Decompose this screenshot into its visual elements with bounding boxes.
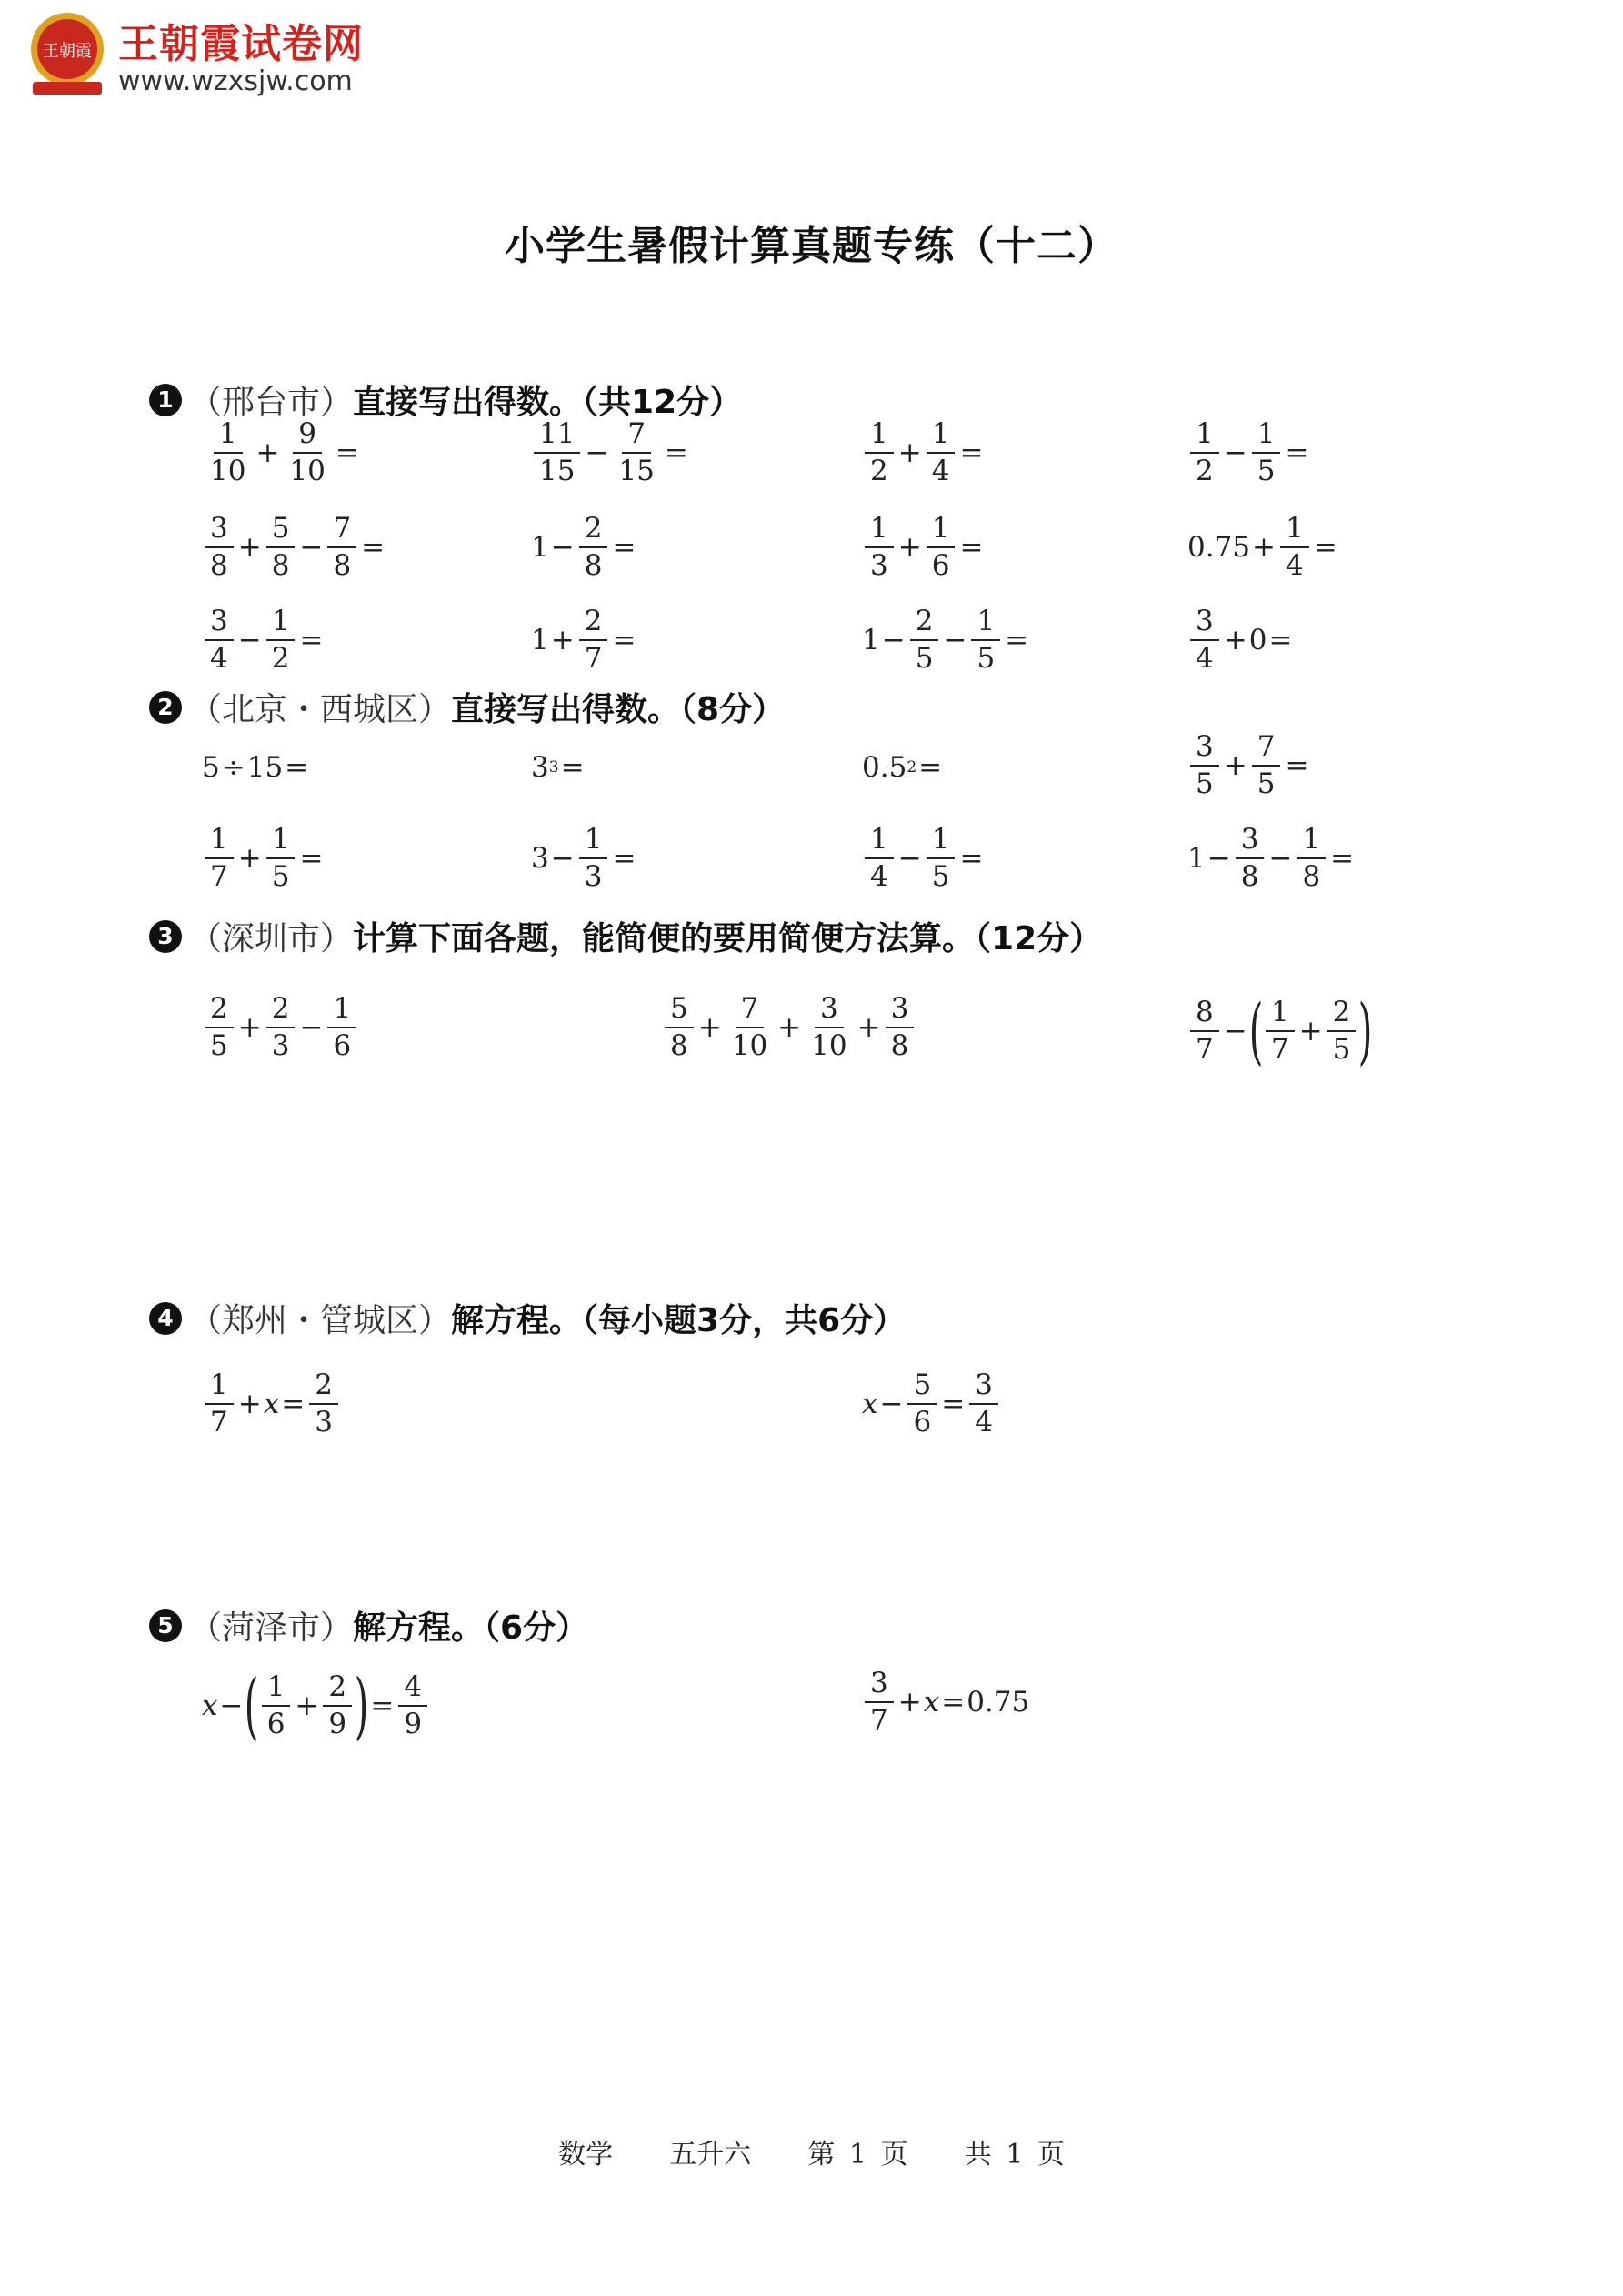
section-source: （菏泽市） bbox=[189, 1609, 354, 1647]
fraction: $\frac{11}{15}$ bbox=[534, 420, 580, 486]
problem-2-4: $\frac{3}{5}$ + $\frac{7}{5}$ = bbox=[1187, 733, 1310, 798]
fraction: $\frac{1}{2}$ bbox=[1190, 420, 1219, 486]
fraction: $\frac{2}{3}$ bbox=[309, 1371, 338, 1437]
svg-text:王朝霞: 王朝霞 bbox=[43, 42, 92, 61]
section-number: 1 bbox=[149, 384, 182, 416]
problem-3-1: $\frac{2}{5}$ + $\frac{2}{3}$ − $\frac{1}{6}$ bbox=[202, 995, 359, 1060]
problem-5-1: x − ( $\frac{1}{6}$ + $\frac{2}{9}$ ) = $\frac{4}{9}$ bbox=[202, 1669, 430, 1742]
fraction: $\frac{1}{6}$ bbox=[327, 995, 356, 1060]
fraction: $\frac{2}{5}$ bbox=[910, 607, 939, 673]
fraction: $\frac{7}{8}$ bbox=[327, 515, 356, 580]
problem-1-2: $\frac{11}{15}$ − $\frac{7}{15}$ = bbox=[531, 420, 690, 486]
section-5-heading bbox=[149, 1602, 588, 1649]
problem-2-5: $\frac{1}{7}$ + $\frac{1}{5}$ = bbox=[202, 826, 325, 891]
problem-2-6: 3 − $\frac{1}{3}$ = bbox=[531, 823, 636, 893]
fraction: $\frac{1}{4}$ bbox=[927, 420, 956, 486]
fraction: $\frac{3}{8}$ bbox=[205, 515, 234, 580]
section-source: （深圳市） bbox=[189, 920, 354, 958]
fraction: $\frac{3}{4}$ bbox=[1190, 607, 1219, 673]
fraction: $\frac{1}{7}$ bbox=[1266, 998, 1295, 1064]
section-2-heading bbox=[149, 684, 785, 730]
fraction: $\frac{1}{5}$ bbox=[1252, 420, 1281, 486]
fraction: $\frac{1}{4}$ bbox=[1280, 515, 1309, 580]
fraction: $\frac{5}{8}$ bbox=[266, 515, 296, 580]
problem-1-7: $\frac{1}{3}$ + $\frac{1}{6}$ = bbox=[862, 515, 985, 580]
fraction: $\frac{1}{4}$ bbox=[865, 826, 894, 891]
section-number: 4 bbox=[149, 1302, 182, 1335]
problem-2-1: 5 ÷ 15 = bbox=[202, 751, 309, 784]
section-requirement: 解方程。（6分） bbox=[353, 1609, 589, 1647]
section-requirement: 计算下面各题，能简便的要用简便方法算。（12分） bbox=[353, 920, 1103, 958]
problem-1-12: $\frac{3}{4}$ + 0 = bbox=[1187, 607, 1294, 673]
fraction: $\frac{3}{10}$ bbox=[811, 992, 847, 1062]
brand-name: 王朝霞试卷网 bbox=[118, 21, 364, 67]
fraction: $\frac{1}{2}$ bbox=[865, 420, 894, 486]
problem-1-3: $\frac{1}{2}$ + $\frac{1}{4}$ = bbox=[862, 420, 985, 486]
problem-4-2: x − $\frac{5}{6}$ = $\frac{3}{4}$ bbox=[862, 1371, 1001, 1437]
fraction: $\frac{1}{6}$ bbox=[262, 1673, 291, 1739]
fraction: $\frac{1}{8}$ bbox=[1297, 826, 1326, 891]
fraction: $\frac{9}{10}$ bbox=[289, 417, 326, 487]
fraction: $\frac{3}{8}$ bbox=[886, 995, 915, 1060]
section-source: （北京・西城区） bbox=[189, 691, 452, 728]
section-requirement: 直接写出得数。（8分） bbox=[451, 691, 786, 728]
section-requirement: 直接写出得数。（共12分） bbox=[353, 384, 743, 421]
fraction: $\frac{3}{4}$ bbox=[205, 607, 234, 673]
fraction: $\frac{3}{8}$ bbox=[1236, 826, 1265, 891]
fraction: $\frac{2}{7}$ bbox=[579, 607, 608, 673]
fraction: $\frac{5}{6}$ bbox=[907, 1371, 937, 1437]
section-number: 5 bbox=[149, 1609, 182, 1642]
section-requirement: 解方程。（每小题3分，共6分） bbox=[451, 1302, 907, 1339]
fraction: $\frac{1}{3}$ bbox=[865, 515, 894, 580]
problem-3-3: $\frac{8}{7}$ − ( $\frac{1}{7}$ + $\frac{2}{5}$ ) bbox=[1187, 995, 1373, 1068]
section-3-heading bbox=[149, 913, 1102, 959]
problem-1-10: 1 + $\frac{2}{7}$ = bbox=[531, 605, 636, 675]
fraction: $\frac{3}{7}$ bbox=[865, 1669, 894, 1735]
fraction: $\frac{8}{7}$ bbox=[1190, 998, 1219, 1064]
fraction: $\frac{2}{8}$ bbox=[579, 515, 608, 580]
problem-2-7: $\frac{1}{4}$ − $\frac{1}{5}$ = bbox=[862, 826, 985, 891]
section-1-heading bbox=[149, 376, 742, 423]
problem-1-8: 0.75 + $\frac{1}{4}$ = bbox=[1187, 512, 1337, 582]
fraction: $\frac{1}{10}$ bbox=[210, 417, 246, 487]
problem-1-11: 1 − $\frac{2}{5}$ − $\frac{1}{5}$ = bbox=[862, 605, 1029, 675]
section-number: 2 bbox=[149, 691, 182, 724]
seal-logo-icon bbox=[27, 9, 107, 98]
site-logo bbox=[27, 5, 409, 101]
fraction: $\frac{1}{7}$ bbox=[205, 1371, 234, 1437]
problem-5-2: $\frac{3}{7}$ + x = 0.75 bbox=[862, 1669, 1029, 1735]
problem-1-6: 1 − $\frac{2}{8}$ = bbox=[531, 512, 636, 582]
fraction: $\frac{7}{10}$ bbox=[731, 992, 768, 1062]
problem-2-8: 1 − $\frac{3}{8}$ − $\frac{1}{8}$ = bbox=[1187, 823, 1355, 893]
fraction: $\frac{7}{5}$ bbox=[1252, 733, 1281, 798]
brand-url[interactable]: www.wzxsjw.com bbox=[118, 65, 353, 97]
problem-1-5: $\frac{3}{8}$ + $\frac{5}{8}$ − $\frac{7}{8}$ = bbox=[202, 515, 386, 580]
problem-2-2: 3 3 = bbox=[531, 751, 585, 784]
problem-1-9: $\frac{3}{4}$ − $\frac{1}{2}$ = bbox=[202, 607, 325, 673]
fraction: $\frac{1}{6}$ bbox=[927, 515, 956, 580]
section-source: （郑州・管城区） bbox=[189, 1302, 452, 1339]
page-title: 小学生暑假计算真题专练（十二） bbox=[505, 223, 1118, 269]
fraction: $\frac{1}{2}$ bbox=[266, 607, 296, 673]
section-number: 3 bbox=[149, 920, 182, 953]
problem-1-1: $\frac{1}{10}$ + $\frac{9}{10}$ = bbox=[202, 420, 361, 486]
problem-4-1: $\frac{1}{7}$ + x = $\frac{2}{3}$ bbox=[202, 1371, 341, 1437]
fraction: $\frac{3}{5}$ bbox=[1190, 733, 1219, 798]
fraction: $\frac{1}{5}$ bbox=[266, 826, 296, 891]
problem-1-4: $\frac{1}{2}$ − $\frac{1}{5}$ = bbox=[1187, 420, 1310, 486]
fraction: $\frac{2}{5}$ bbox=[205, 995, 234, 1060]
problem-3-2: $\frac{5}{8}$ + $\frac{7}{10}$ + $\frac{3}{10}$ + $\frac{3}{8}$ bbox=[662, 995, 917, 1060]
section-source: （邢台市） bbox=[189, 384, 354, 421]
fraction: $\frac{1}{7}$ bbox=[205, 826, 234, 891]
fraction: $\frac{7}{15}$ bbox=[618, 417, 655, 487]
section-4-heading bbox=[149, 1295, 906, 1341]
fraction: $\frac{5}{8}$ bbox=[665, 995, 694, 1060]
fraction: $\frac{3}{4}$ bbox=[969, 1371, 998, 1437]
fraction: $\frac{2}{3}$ bbox=[266, 995, 296, 1060]
fraction: $\frac{4}{9}$ bbox=[398, 1673, 427, 1739]
fraction: $\frac{1}{5}$ bbox=[971, 607, 1000, 673]
fraction: $\frac{1}{3}$ bbox=[579, 826, 608, 891]
fraction: $\frac{2}{9}$ bbox=[323, 1673, 352, 1739]
page-footer: 数学 五升六 第 1 页 共 1 页 bbox=[558, 2139, 1065, 2171]
problem-2-3: 0.5 2 = bbox=[862, 751, 943, 784]
fraction: $\frac{1}{5}$ bbox=[927, 826, 956, 891]
fraction: $\frac{2}{5}$ bbox=[1327, 998, 1357, 1064]
